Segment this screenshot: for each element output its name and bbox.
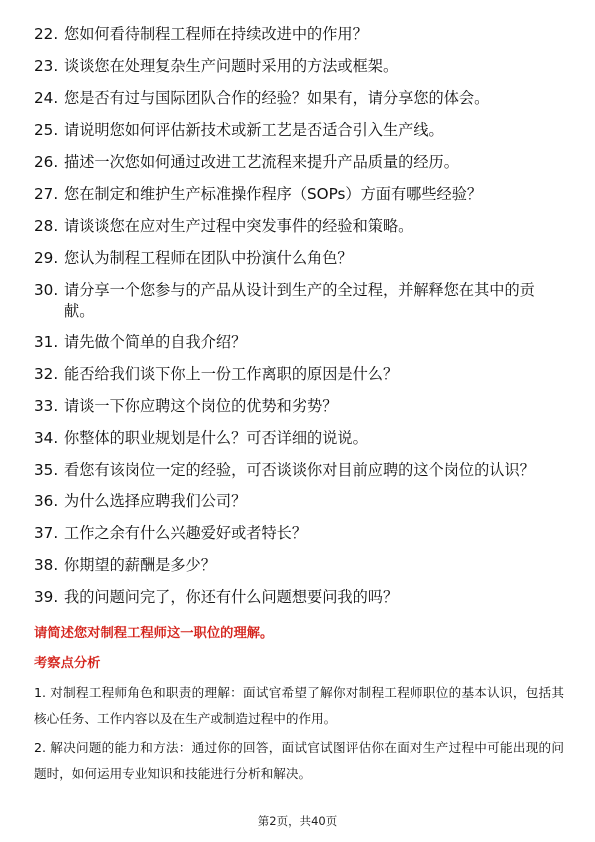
question-text: 为什么选择应聘我们公司？ <box>64 492 247 510</box>
question-item <box>34 120 564 141</box>
question-text: 您认为制程工程师在团队中扮演什么角色？ <box>64 249 353 267</box>
question-number: 29. <box>34 249 59 267</box>
analysis-point: 1. 对制程工程师角色和职责的理解：面试官希望了解你对制程工程师职位的基本认识，包括其核心任务、工作内容以及在生产或制造过程中的作用。 <box>34 685 564 726</box>
question-number: 33. <box>34 397 59 415</box>
page-footer: 第2页，共40页 <box>257 814 338 828</box>
question-item <box>34 332 564 353</box>
question-item <box>34 88 564 109</box>
question-number: 31. <box>34 333 59 351</box>
answer-section <box>34 624 564 790</box>
question-number: 39. <box>34 588 59 606</box>
question-text: 工作之余有什么兴趣爱好或者特长？ <box>64 524 307 542</box>
question-item <box>34 56 564 77</box>
question-list <box>34 24 564 619</box>
question-text: 看您有该岗位一定的经验，可否谈谈你对目前应聘的这个岗位的认识？ <box>64 461 535 479</box>
question-text: 请先做个简单的自我介绍？ <box>64 333 247 351</box>
question-item <box>34 248 564 269</box>
question-number: 26. <box>34 153 59 171</box>
question-text: 我的问题问完了，你还有什么问题想要问我的吗？ <box>64 588 399 606</box>
analysis-point: 2. 解决问题的能力和方法：通过你的回答，面试官试图评估你在面对生产过程中可能出现的问题时，如何运用专业知识和技能进行分析和解决。 <box>34 740 564 781</box>
question-item <box>34 491 564 512</box>
question-item <box>34 555 564 576</box>
question-number: 24. <box>34 89 59 107</box>
question-item <box>34 396 564 417</box>
question-number: 23. <box>34 57 59 75</box>
question-number: 27. <box>34 185 59 203</box>
question-text: 你整体的职业规划是什么？可否详细的说说。 <box>64 429 368 447</box>
question-number: 28. <box>34 217 59 235</box>
question-item <box>34 280 564 322</box>
question-item <box>34 587 564 608</box>
question-item <box>34 364 564 385</box>
question-item <box>34 428 564 449</box>
question-text: 请说明您如何评估新技术或新工艺是否适合引入生产线。 <box>64 121 444 139</box>
question-item <box>34 24 564 45</box>
question-text: 您在制定和维护生产标准操作程序（SOPs）方面有哪些经验？ <box>64 185 483 203</box>
question-text: 谈谈您在处理复杂生产问题时采用的方法或框架。 <box>64 57 399 75</box>
question-number: 32. <box>34 365 59 383</box>
question-number: 25. <box>34 121 59 139</box>
question-text: 请分享一个您参与的产品从设计到生产的全过程，并解释您在其中的贡献。 <box>64 281 535 320</box>
question-text: 您是否有过与国际团队合作的经验？如果有，请分享您的体会。 <box>64 89 490 107</box>
question-item <box>34 216 564 237</box>
answer-question-title: 请简述您对制程工程师这一职位的理解。 <box>34 626 274 641</box>
question-item <box>34 460 564 481</box>
question-text: 请谈一下你应聘这个岗位的优势和劣势？ <box>64 397 338 415</box>
question-number: 35. <box>34 461 59 479</box>
question-item <box>34 152 564 173</box>
question-number: 30. <box>34 281 59 299</box>
question-text: 请谈谈您在应对生产过程中突发事件的经验和策略。 <box>64 217 414 235</box>
question-number: 38. <box>34 556 59 574</box>
question-text: 您如何看待制程工程师在持续改进中的作用？ <box>64 25 368 43</box>
question-text: 能否给我们谈下你上一份工作离职的原因是什么？ <box>64 365 399 383</box>
question-number: 36. <box>34 492 59 510</box>
question-number: 37. <box>34 524 59 542</box>
question-text: 描述一次您如何通过改进工艺流程来提升产品质量的经历。 <box>64 153 459 171</box>
question-number: 34. <box>34 429 59 447</box>
question-item <box>34 184 564 205</box>
question-text: 你期望的薪酬是多少？ <box>64 556 216 574</box>
question-number: 22. <box>34 25 59 43</box>
question-item <box>34 523 564 544</box>
analysis-heading: 考察点分析 <box>34 656 101 671</box>
